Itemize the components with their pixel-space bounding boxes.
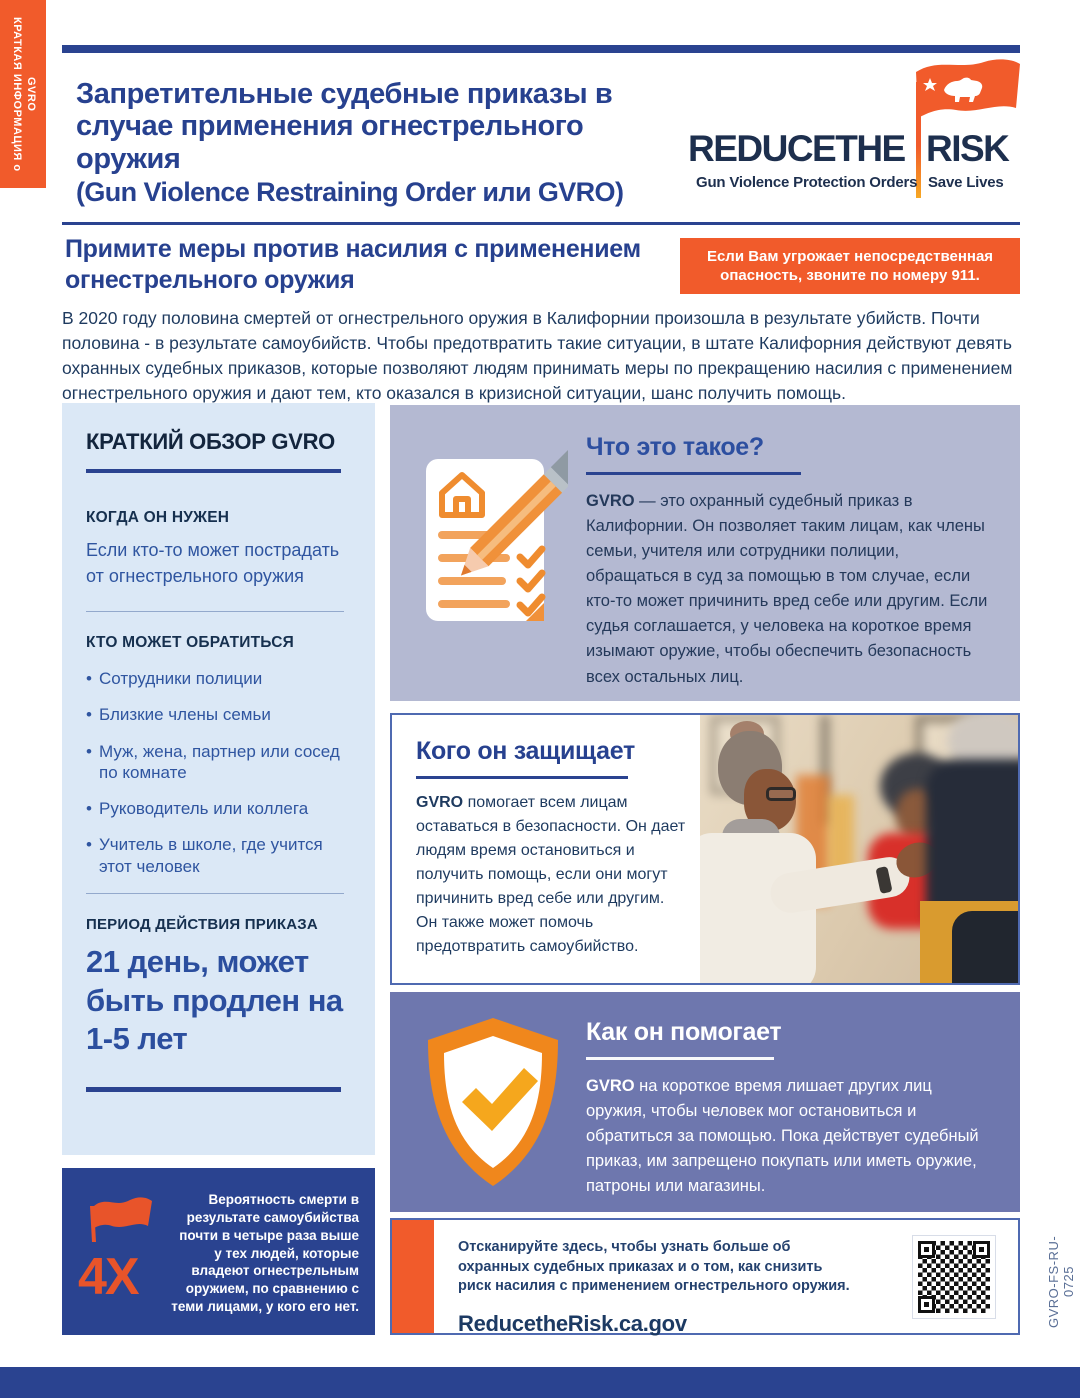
sidebar-divider [86,893,344,894]
sidebar-divider [86,611,344,612]
list-item: • Руководитель или коллега [86,798,351,819]
gvro-lead: GVRO [586,1077,635,1095]
suicide-risk-stat-box [62,1168,375,1335]
scan-qr-section [390,1218,1020,1335]
logo-word-reducethe: REDUCETHE [688,128,905,169]
emergency-911-text: Если Вам угрожает непосредственная опасность, звоните по номеру 911. [706,247,994,284]
section-heading-rule [586,472,801,475]
intro-heading: Примите меры против насилия с применением огнестрельного оружия [65,235,641,294]
checklist-pencil-icon [418,445,568,635]
what-is-it-section [390,405,1020,701]
gvro-lead: GVRO [586,492,635,510]
side-tab-label: КРАТКАЯ ИНФОРМАЦИЯ о GVRO [11,16,37,172]
who-it-protects-section [390,713,1020,985]
community-support-photo [700,715,1018,983]
scan-accent-bar [392,1220,434,1333]
intro-paragraph: В 2020 году половина смертей от огнестрельного оружия в Калифорнии произошла в результате убийств. Почти половина - в результате самоубийств. Чтобы предотвратить такие ситуации, в штате Калифорния действуют девять охранных судебных приказов, которые позволяют людям принимать меры по прекращению насилия с применением огнестрельного оружия и дают тем, кто оказался в кризисной ситуации, шанс получить помощь. [62,308,1013,403]
quick-overview-title-rule [86,469,341,473]
page-title [76,78,676,208]
list-item: • Близкие члены семьи [86,704,351,725]
qr-finder-pattern [973,1241,990,1258]
logo-tagline-left: Gun Violence Protection Orders [696,174,918,191]
list-item: • Муж, жена, партнер или сосед по комнате [86,741,351,784]
section-heading-rule [586,1057,774,1060]
stat-value: 4X [78,1248,138,1306]
quick-overview-title: КРАТКИЙ ОБЗОР GVRO [86,429,335,454]
what-is-it-heading: Что это такое? [586,433,764,461]
section-heading-rule [416,776,628,779]
what-is-it-text [586,489,994,690]
who-can-apply-heading: КТО МОЖЕТ ОБРАТИТЬСЯ [86,634,294,652]
header-divider-rule [62,222,1020,225]
how-it-helps-heading: Как он помогает [586,1018,782,1046]
what-is-it-body: — это охранный судебный приказ в Калифорнии. Он позволяет таким лицам, как члены семьи, учителя или сотрудники полиции, обращаться в суд за помощью в том случае, если кто-то может причинить вред себе или другим. Если судья соглашается, у человека на короткое время изымают оружие, чтобы обеспечить безопасность всех остальных лиц. [586,492,988,686]
how-it-helps-text [586,1074,996,1199]
top-divider-bar [62,45,1020,53]
who-it-protects-body: помогает всем лицам оставаться в безопасности. Он дает людям время остановиться и получить помощь, если они могут причинить вред себе или другим. Он также может помочь предотвратить самоубийство. [416,794,686,955]
page-title-russian: Запретительные судебные приказы в случае применения огнестрельного оружия [76,78,613,175]
sidebar-bottom-rule [86,1087,341,1092]
stat-figure [74,1182,170,1325]
who-it-protects-text [416,791,686,959]
side-tab [0,0,46,188]
how-it-helps-body: на короткое время лишает других лиц оружия, чтобы человек мог остановиться и обратиться за помощью. Пока действует судебный приказ, им запрещено покупать или иметь оружие, патроны или магазины. [586,1077,979,1196]
logo-word-risk: RISK [926,128,1009,169]
quick-overview-panel [62,403,375,1155]
who-can-apply-list [86,668,351,877]
when-needed-heading: КОГДА ОН НУЖЕН [86,509,230,526]
logo-tagline-right: Save Lives [928,174,1004,191]
how-it-helps-section [390,992,1020,1212]
red-flag-icon [82,1192,154,1244]
scan-instruction-text: Отсканируйте здесь, чтобы узнать больше об охранных судебных приказах и о том, как снизить риск насилия с применением огнестрельного оружия. [458,1239,850,1295]
list-item: • Учитель в школе, где учится этот человек [86,834,351,877]
who-it-protects-heading: Кого он защищает [416,737,635,765]
emergency-911-callout [680,238,1020,294]
shield-check-icon [418,1014,568,1192]
scan-url: ReducetheRisk.ca.gov [458,1310,687,1336]
qr-code [912,1235,996,1319]
california-bear-flag-icon [886,56,1022,132]
qr-finder-pattern [918,1296,935,1313]
order-duration-value: 21 день, может быть продлен на 1-5 лет [86,943,343,1057]
when-needed-text: Если кто-то может пострадать от огнестрельного оружия [86,540,340,587]
stat-text: Вероятность смерти в результате самоубийства почти в четыре раза выше у тех людей, которые владеют огнестрельным оружием, по сравнению с теми лицами, у кого его нет. [171,1192,359,1315]
list-item: • Сотрудники полиции [86,668,351,689]
order-duration-heading: ПЕРИОД ДЕЙСТВИЯ ПРИКАЗА [86,915,318,933]
qr-finder-pattern [918,1241,935,1258]
footer-bar [0,1367,1080,1398]
document-code: GVRO-FS-RU-0725 [1046,1235,1076,1329]
page-title-english: (Gun Violence Restraining Order или GVRO) [76,177,624,208]
gvro-lead: GVRO [416,794,464,811]
reduce-the-risk-logo [688,62,1020,202]
